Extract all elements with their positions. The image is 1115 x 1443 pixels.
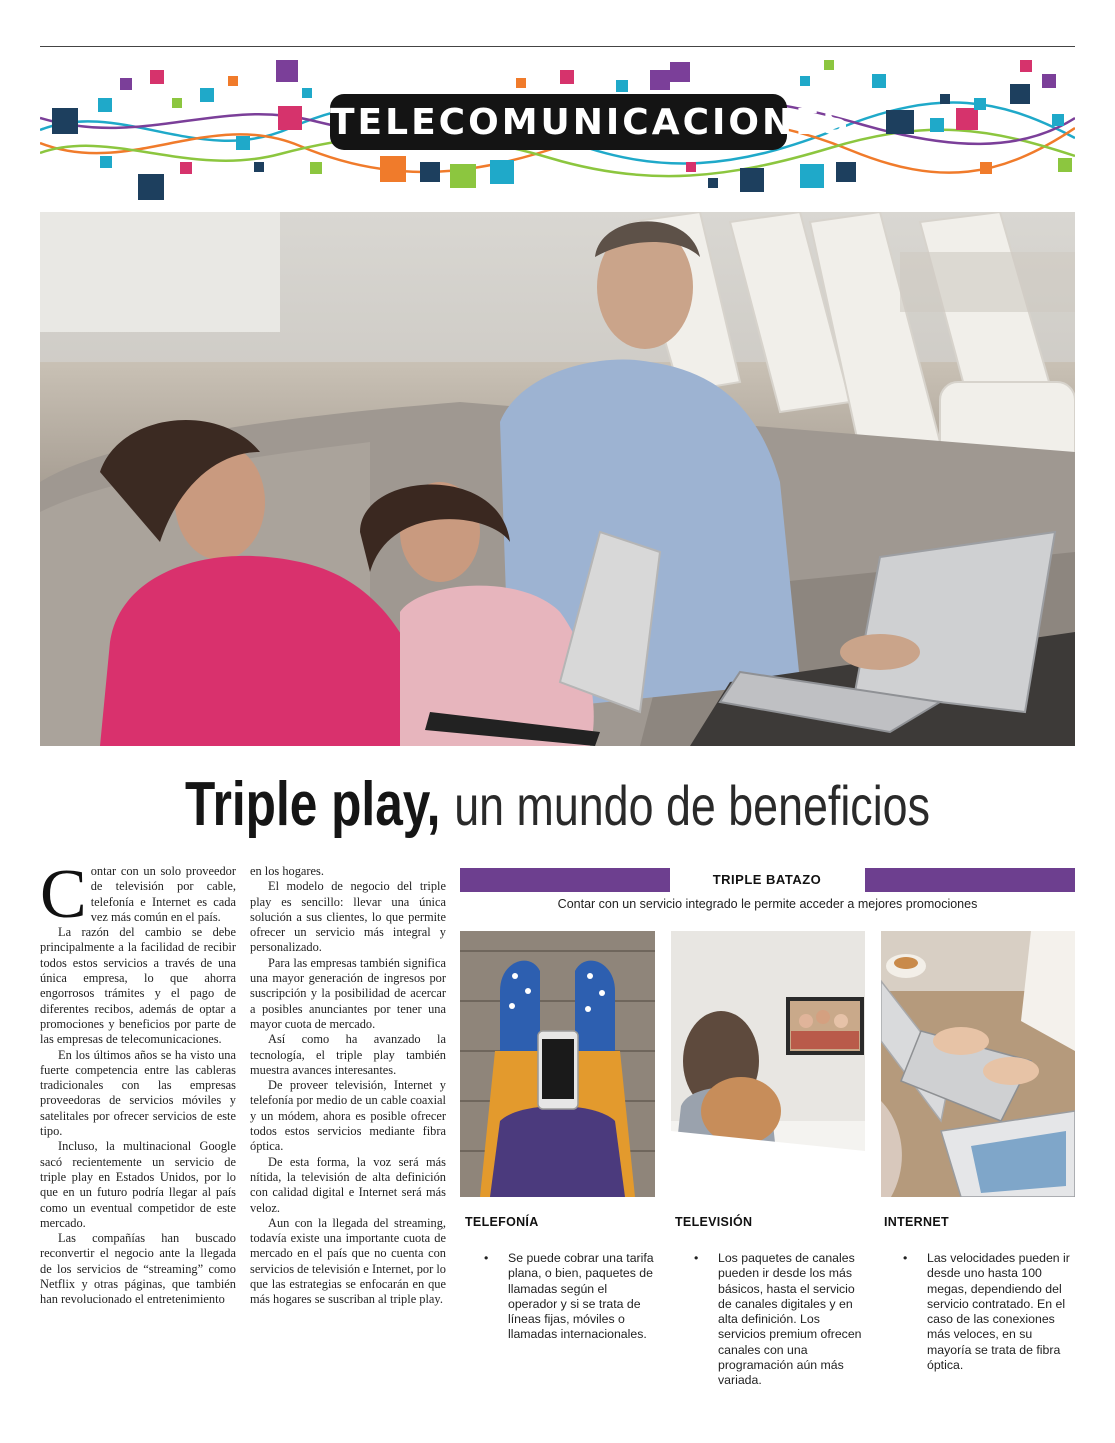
paragraph: en los hogares. [250, 864, 324, 878]
article-column-2 [250, 864, 446, 1307]
sidebar-bar-left [460, 868, 670, 892]
section-title: TELECOMUNICACIONES [330, 94, 787, 150]
paragraph: El modelo de negocio del triple play es sencillo: llevar una única solución a sus clientes, lo que permite ofrecer un servicio más integral y personalizado. [250, 879, 446, 955]
laptop-photo [881, 931, 1075, 1197]
paragraph: La razón del cambio se debe principalmente a la facilidad de recibir todos estos servicios a través de una única empresa, lo que ahorra engorrosos trámites y el pago de diferentes recibos, además de optar a promociones y beneficios por parte de las empresas de telecomunicaciones. [40, 925, 236, 1047]
card-title-television: TELEVISIÓN [675, 1215, 753, 1229]
paragraph: Aun con la llegada del streaming, todavía existe una importante cuota de mercado en el país que no cuenta con servicios de televisión e Internet, por lo que las estrategias se enfocarán en que más hogares se suscriban al triple play. [250, 1215, 446, 1307]
paragraph: Incluso, la multinacional Google sacó recientemente un servicio de triple play en Estados Unidos, por lo que en un futuro podría llegar al país como un eventual competidor de este mercado. [40, 1139, 236, 1230]
paragraph: Así como ha avanzado la tecnología, el triple play también muestra avances interesantes. [250, 1032, 446, 1077]
hero-illustration [40, 212, 1075, 746]
smartphone-illustration [460, 931, 655, 1197]
card-description: Las velocidades pueden ir desde uno hasta 100 megas, dependiendo del servicio contratado. En el caso de las conexiones más veloces, en su mayoría se trata de fibra óptica. [927, 1251, 1070, 1373]
sidebar-title: TRIPLE BATAZO [712, 872, 822, 887]
laptop-illustration [881, 931, 1075, 1197]
top-rule [40, 46, 1075, 47]
headline-bold: Triple play, [185, 770, 441, 839]
headline [144, 765, 972, 846]
smartphone-photo [460, 931, 655, 1197]
bullet: • [903, 1251, 908, 1265]
drop-cap: C [40, 856, 87, 933]
sidebar-bar-right [865, 868, 1075, 892]
bullet: • [694, 1251, 699, 1265]
paragraph: De esta forma, la voz será más nítida, la televisión de alta definición con calidad digital e Internet será más veloz. [250, 1154, 446, 1215]
headline-light: un mundo de beneficios [454, 774, 930, 837]
family-sofa-laptop-photo [40, 212, 1075, 746]
card-description: Se puede cobrar una tarifa plana, o bien, paquetes de llamadas según el operador y si se trata de líneas fijas, móviles o llamadas internacionales. [508, 1251, 654, 1342]
card-title-telefonia: TELEFONÍA [465, 1215, 539, 1229]
paragraph: Las compañías han buscado reconvertir el negocio ante la llegada de los servicios de “streaming” como Netflix y otras páginas, que también han revolucionado el entretenimiento [40, 1231, 236, 1307]
television-illustration [671, 931, 865, 1197]
paragraph: ontar con un solo proveedor de televisión por cable, telefonía e Internet es cada vez más común en el país. [90, 864, 236, 924]
card-title-internet: INTERNET [884, 1215, 949, 1229]
bullet: • [484, 1251, 489, 1265]
paragraph: De proveer televisión, Internet y telefonía por medio de un cable coaxial y un módem, ahora es posible ofrecer todos estos servicios mediante fibra óptica. [250, 1078, 446, 1154]
article-column-1 [40, 856, 236, 1307]
sidebar-subtitle: Contar con un servicio integrado le permite acceder a mejores promociones [557, 897, 978, 911]
television-photo [671, 931, 865, 1197]
paragraph: Para las empresas también significa una mayor generación de ingresos por suscripción y la posibilidad de acercar a posibles anunciantes por tener una mayor cuota de mercado. [250, 955, 446, 1031]
section-banner [40, 58, 1075, 203]
card-description: Los paquetes de canales pueden ir desde los más básicos, hasta el servicio de canales digitales y en alta definición. Los servicios premium ofrecen canales con una programación aún más variada. [718, 1251, 862, 1388]
paragraph: En los últimos años se ha visto una fuerte competencia entre las cableras tradicionales con las empresas proveedoras de servicios móviles y satelitales por ofrecer servicios de este tipo. [40, 1047, 236, 1139]
